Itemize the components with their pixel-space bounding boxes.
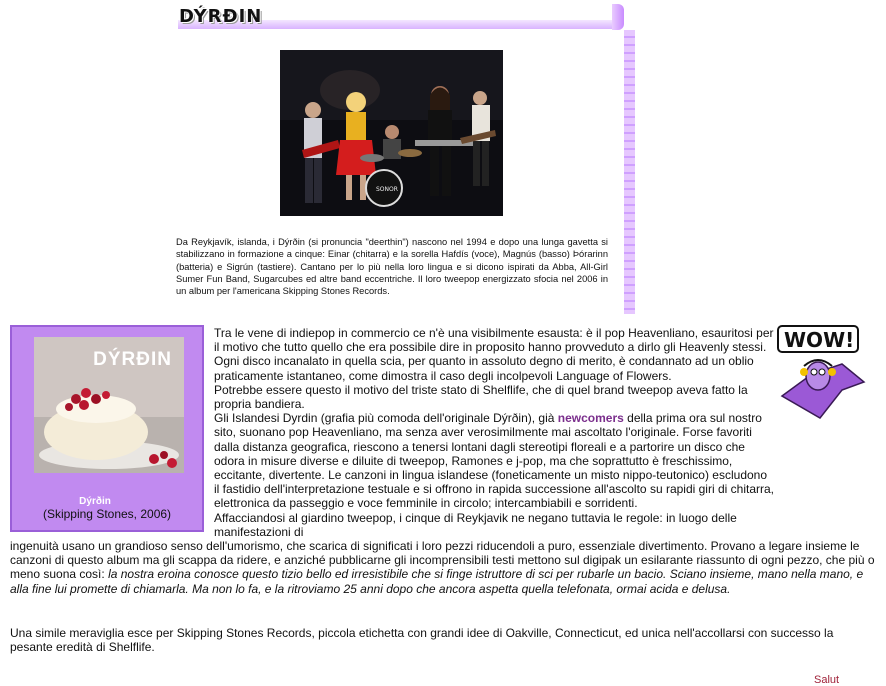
album-cover[interactable] [34,337,184,473]
album-subtitle: (Skipping Stones, 2006) [42,507,172,521]
newcomers-link[interactable]: newcomers [557,411,624,426]
article-text-span: Gli Islandesi Dyrdin (grafia più comoda dell'originale Dýrðin), già [214,411,558,426]
content-frame-right [624,30,635,314]
article-quote: la nostra eroina conosce questo tizio bello ed irresistibile che si finge istruttore di sci per rubarle un bacio. Sciano insieme, mano nella mano, e alla fine lui promette di chiamarla. Ma non lo fa, e la ritroviamo 25 anni dopo che ancora aspetta quella telefonata, ormai acida e delusa. [10,567,864,596]
article-paragraph [10,539,878,596]
article-paragraph: Potrebbe essere questo il motivo del triste stato di Shelflife, che di quel brand tweepop aveva fatto la propria bandiera. [214,382,748,412]
article-paragraph: Affacciandosi al giardino tweepop, i cinque di Reykjavik ne negano tuttavia le regole: in luogo delle manifestazioni di [214,510,737,539]
article-closing: Una simile meraviglia esce per Skipping Stones Records, piccola etichetta con grandi idee di Oakville, Connecticut, ed unica nell'accollarsi con successo la pesante eredità di Shelflife. [10,626,834,655]
more-link[interactable]: Salut [814,674,840,686]
site-logo[interactable]: DÝRÐIN [179,6,263,27]
svg-text:WOW!: WOW! [784,328,855,352]
article-paragraph [214,411,774,510]
wow-sticker-icon [772,324,872,424]
header-frame-corner [612,4,624,30]
svg-text:SONOR: SONOR [376,186,398,193]
band-photo [280,50,503,216]
article-text-span: della prima ora sul nostro sito, suonano pop Heavenliano, ma senza aver verosimilmente mai ascoltato l'originale. Forse favoriti dalla distanza geografica, riescono a tenersi lontani dagli stereotipi floreali e a partorire un disco che odora in misure diverse e diluite di tweepop, Ramones e j-pop, ma che soprattutto è freschissimo, eccitante, divertente. Le canzoni in lingua islandese (foneticamente un misto nippo-teutonico) escludono il fastidio dell'interpretazione testuale e si offrono in rapida successione all'ascolto su rapidi giri di chitarra, elettronica da passeggio e voce femminile in circolo; intercambiabili e sorridenti. [214,411,774,511]
album-cover-title: DÝRÐIN [93,349,172,370]
article-paragraph: Tra le vene di indiepop in commercio ce n'è una visibilmente esausta: è il pop Heavenliano, esauritosi per il motivo che tutto quello che era possibile dire in proposito hanno provveduto a dirlo gli Heavenly stessi. Ogni disco incanalato in quella scia, per quanto in assoluto degno di merito, è condannato ad un oblio praticamente istantaneo, come dimostra il caso degli incolpevoli Language of Flowers. [214,326,774,383]
album-name: Dýrðin [79,496,111,507]
article-text-span: ingenuità usano un grandioso senso dell'umorismo, che scarica di significati i loro pezzi riducendoli a puro, essenziale divertimento. Provano a legare insieme le canzoni di questo album ma gli scappa da ridere, e anziché pubblicarne gli incomprensibili testi mettono sul digipak un esilarante riassunto di ogni pezzo, che più o meno suona così: [10,539,875,582]
band-caption: Da Reykjavík, islanda, i Dýrðin (si pronuncia "deerthin") nascono nel 1994 e dopo una lunga gavetta si stabilizzano in formazione a cinque: Einar (chitarra) e la sorella Hafdís (voce), Magnús (basso) Þórarinn (batteria) e Sigrún (tastiere). Cantano per lo più nella loro lingua e si dicono ispirati da Abba, All-Girl Sumer Fun Band, Sugarcubes ed altre band eccentriche. Il loro tweepop energizzato sfocia nel 2006 in un album per l'americana Skipping Stones Records. [176,237,608,297]
article-text [214,326,774,539]
article-text-full [10,539,878,596]
